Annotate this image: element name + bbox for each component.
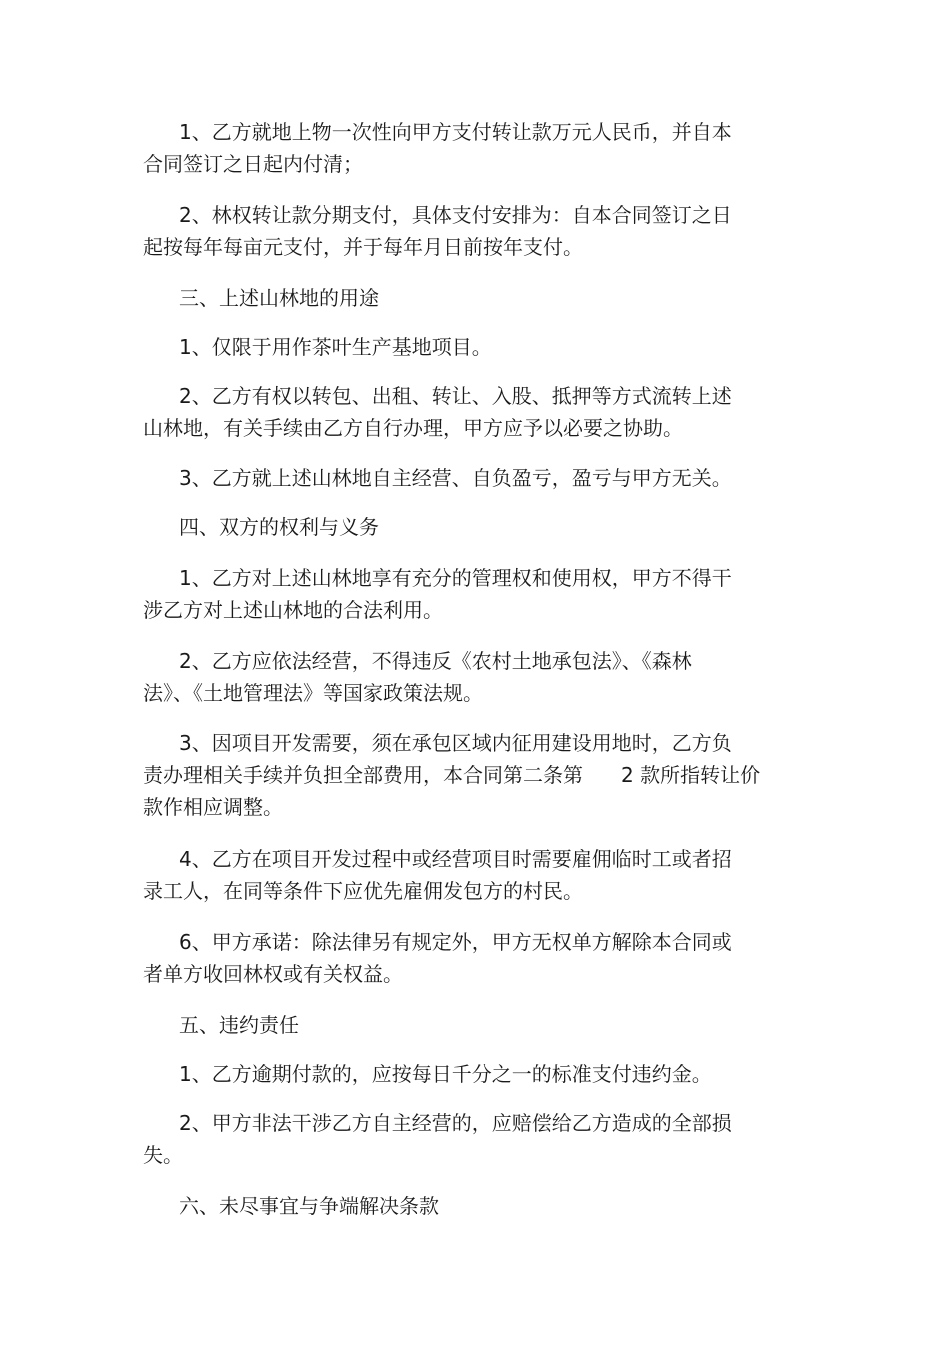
- section-heading: 五、违约责任: [179, 1013, 299, 1037]
- text-fragment: 责办理相关手续并负担全部费用，本合同第二条第: [143, 763, 583, 787]
- section-heading-3: [143, 282, 783, 314]
- text-line: 2、甲方非法干涉乙方自主经营的，应赔偿给乙方造成的全部损: [179, 1111, 732, 1135]
- text-line: 6、甲方承诺：除法律另有规定外，甲方无权单方解除本合同或: [179, 930, 732, 954]
- clause-4-item-2: [143, 645, 783, 709]
- clause-4-item-1: [143, 562, 783, 626]
- clause-3-item-2: [143, 380, 783, 444]
- text-line: 1、仅限于用作茶叶生产基地项目。: [179, 335, 492, 359]
- text-line: 1、乙方就地上物一次性向甲方支付转让款万元人民币，并自本: [179, 120, 732, 144]
- text-line: 1、乙方对上述山林地享有充分的管理权和使用权，甲方不得干: [179, 566, 732, 590]
- clause-4-item-3: [143, 727, 783, 823]
- clause-5-item-2: [143, 1107, 783, 1171]
- text-line: 者单方收回林权或有关权益。: [143, 962, 403, 986]
- clause-3-item-1: [143, 331, 783, 363]
- text-fragment: 2 款所指转让价: [621, 763, 761, 787]
- clause-3-item-3: [143, 462, 783, 494]
- clause-2-item-1: [143, 116, 783, 180]
- section-heading: 四、双方的权利与义务: [179, 515, 379, 539]
- text-line: 款作相应调整。: [143, 795, 283, 819]
- text-line: [143, 759, 783, 791]
- text-line: 山林地，有关手续由乙方自行办理，甲方应予以必要之协助。: [143, 416, 683, 440]
- text-line: 录工人，在同等条件下应优先雇佣发包方的村民。: [143, 879, 583, 903]
- clause-5-item-1: [143, 1058, 783, 1090]
- text-line: 3、乙方就上述山林地自主经营、自负盈亏，盈亏与甲方无关。: [179, 466, 732, 490]
- text-line: 合同签订之日起内付清；: [143, 152, 363, 176]
- text-line: 2、乙方应依法经营，不得违反《农村土地承包法》、《森林: [179, 649, 692, 673]
- section-heading-5: [143, 1009, 783, 1041]
- text-line: 2、乙方有权以转包、出租、转让、入股、抵押等方式流转上述: [179, 384, 732, 408]
- section-heading-6: [143, 1190, 783, 1222]
- text-line: 4、乙方在项目开发过程中或经营项目时需要雇佣临时工或者招: [179, 847, 732, 871]
- text-line: 涉乙方对上述山林地的合法利用。: [143, 598, 443, 622]
- section-heading: 六、未尽事宜与争端解决条款: [179, 1194, 439, 1218]
- clause-2-item-2: [143, 199, 783, 263]
- text-line: 法》、《土地管理法》等国家政策法规。: [143, 681, 483, 705]
- text-line: 3、因项目开发需要，须在承包区域内征用建设用地时，乙方负: [179, 731, 732, 755]
- text-line: 2、林权转让款分期支付，具体支付安排为：自本合同签订之日: [179, 203, 732, 227]
- clause-4-item-4: [143, 843, 783, 907]
- text-line: 起按每年每亩元支付，并于每年月日前按年支付。: [143, 235, 583, 259]
- text-line: 1、乙方逾期付款的，应按每日千分之一的标准支付违约金。: [179, 1062, 712, 1086]
- text-line: 失。: [143, 1143, 183, 1167]
- section-heading: 三、上述山林地的用途: [179, 286, 379, 310]
- section-heading-4: [143, 511, 783, 543]
- clause-4-item-6: [143, 926, 783, 990]
